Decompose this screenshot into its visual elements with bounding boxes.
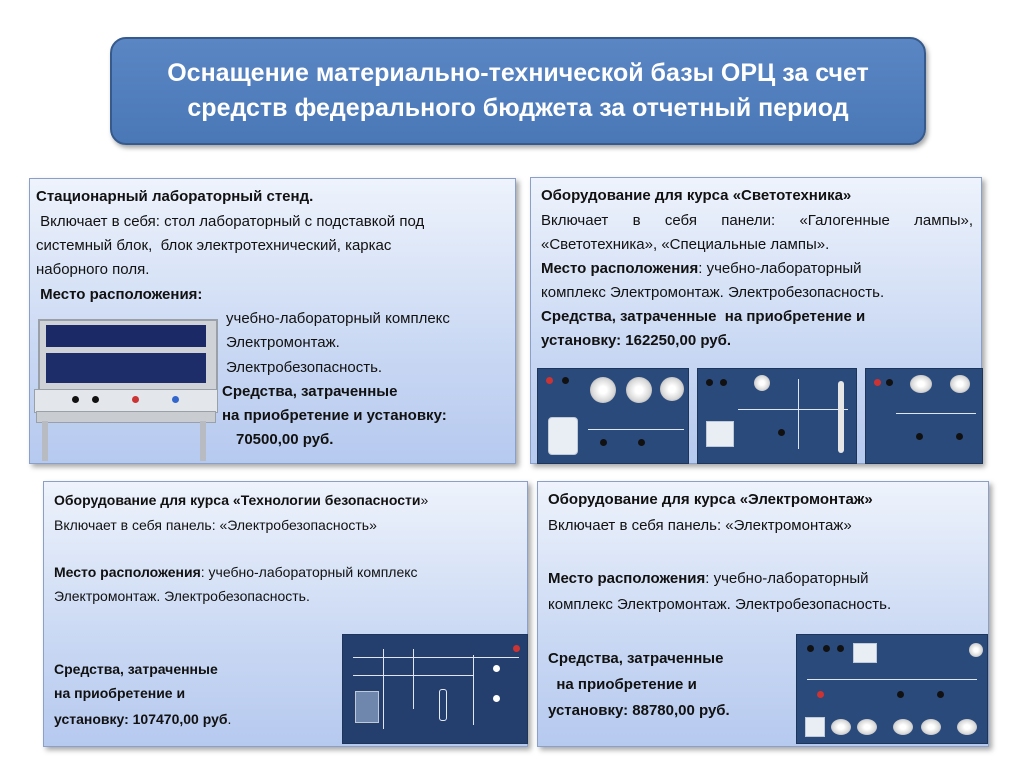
card3-cost-1: Средства, затраченные	[54, 661, 218, 677]
card2-cost-2: установку: 162250,00 руб.	[541, 332, 732, 349]
card-lab-stand	[29, 178, 516, 464]
card1-location-2: Электромонтаж.	[226, 334, 340, 351]
card4-location-text-1: : учебно-лабораторный	[705, 570, 869, 587]
card4-cost-1: Средства, затраченные	[548, 650, 724, 667]
lab-stand-image	[32, 317, 216, 463]
card1-heading: Стационарный лабораторный стенд.	[36, 188, 314, 205]
card2-heading: Оборудование для курса «Светотехника»	[541, 187, 852, 204]
card3-desc: Включает в себя панель: «Электробезопасность»	[54, 517, 377, 533]
card4-cost-2: на приобретение и	[548, 676, 697, 693]
halogen-lamps-panel-image	[537, 368, 689, 464]
card3-cost-3-end: .	[227, 711, 232, 727]
card1-desc-3: наборного поля.	[36, 261, 150, 278]
card2-location-text-1: : учебно-лабораторный	[698, 260, 862, 277]
card3-heading-end: »	[420, 492, 429, 508]
lighting-panel-image	[697, 368, 857, 464]
card4-desc: Включает в себя панель: «Электромонтаж»	[548, 517, 852, 534]
card2-location-text-2: комплекс Электромонтаж. Электробезопасность.	[541, 284, 885, 301]
card-safety-course	[43, 481, 528, 747]
card3-location-text-1: : учебно-лабораторный комплекс	[200, 564, 418, 580]
card3-location-label: Место расположения	[54, 564, 201, 580]
card3-location-text-2: Электромонтаж. Электробезопасность.	[54, 588, 310, 604]
card1-cost-3: 70500,00 руб.	[236, 431, 334, 448]
card3-cost-3: установку: 107470,00 руб	[54, 711, 228, 727]
card-lighting-course	[530, 177, 982, 464]
card2-desc-2: «Светотехника», «Специальные лампы».	[541, 236, 830, 253]
title-line-2: средств федерального бюджета за отчетный период	[187, 94, 849, 122]
card-installation-course	[537, 481, 989, 747]
card1-location-3: Электробезопасность.	[226, 359, 383, 376]
card4-location-text-2: комплекс Электромонтаж. Электробезопасность.	[548, 596, 892, 613]
card1-desc-2: системный блок, блок электротехнический, каркас	[36, 237, 392, 254]
card2-desc-1: Включает в себя панели: «Галогенные лампы»,	[541, 212, 973, 229]
card3-cost-2: на приобретение и	[54, 685, 186, 701]
title-line-1: Оснащение материально-технической базы ОРЦ за счет	[167, 59, 869, 87]
card2-location-label: Место расположения	[541, 260, 699, 277]
card4-heading: Оборудование для курса «Электромонтаж»	[548, 491, 873, 508]
card2-cost-1: Средства, затраченные на приобретение и	[541, 308, 866, 325]
electrical-safety-panel-image	[342, 634, 528, 744]
card4-location-label: Место расположения	[548, 570, 706, 587]
card1-cost-2: на приобретение и установку:	[222, 407, 447, 424]
card1-cost-1: Средства, затраченные	[222, 383, 398, 400]
card3-heading: Оборудование для курса «Технологии безопасности	[54, 492, 421, 508]
special-lamps-panel-image	[865, 368, 983, 464]
electrical-installation-panel-image	[796, 634, 988, 744]
card1-location-label: Место расположения:	[36, 286, 203, 303]
card1-desc-1: Включает в себя: стол лабораторный с подставкой под	[36, 213, 425, 230]
page-title	[110, 37, 926, 145]
card1-location-1: учебно-лабораторный комплекс	[226, 310, 450, 327]
card4-cost-3: установку: 88780,00 руб.	[548, 702, 730, 719]
